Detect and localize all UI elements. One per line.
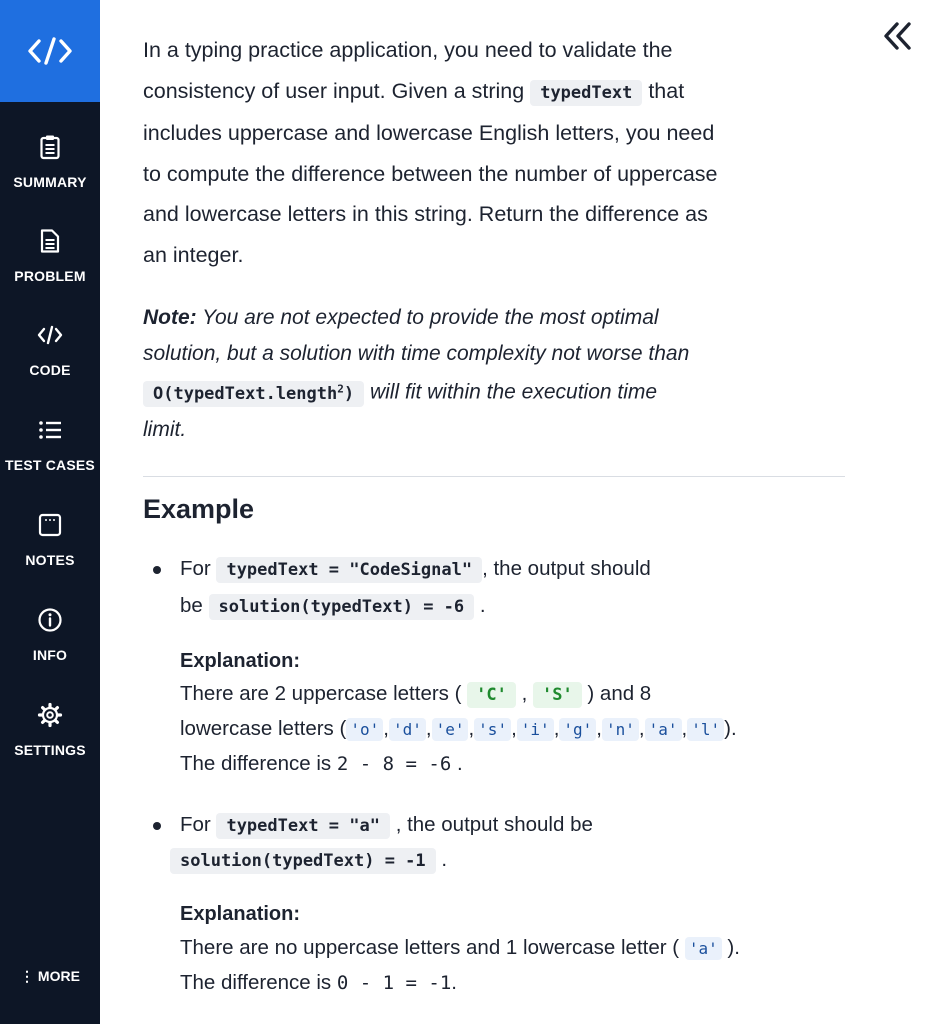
note-line <box>143 371 823 412</box>
code-logo-icon <box>27 36 73 66</box>
example-2-call-line <box>170 848 447 872</box>
desc-line: In a typing practice application, you need to validate the <box>143 38 673 62</box>
lower-letter: 'n' <box>602 718 639 741</box>
lower-letter: 'i' <box>517 718 554 741</box>
document-icon <box>37 228 63 254</box>
lower-letter: 'o' <box>346 718 383 741</box>
lower-letter: 'a' <box>645 718 682 741</box>
output-text: , the output should <box>482 557 651 580</box>
explanation-line: There are 2 uppercase letters ( 'C' , 'S' ) and 8 <box>180 682 651 706</box>
note-text: You are not expected to provide the most optimal <box>202 306 659 329</box>
expl-text: lowercase letters ( <box>180 717 347 740</box>
sidebar-item-label: NOTES <box>25 552 75 568</box>
expl-text: There are 2 uppercase letters ( <box>180 682 462 705</box>
upper-letter: 'C' <box>467 682 516 708</box>
explanation-line <box>180 752 463 776</box>
sidebar-item-test-cases[interactable] <box>0 415 100 495</box>
explanation-line <box>180 936 740 960</box>
sidebar <box>0 0 100 1024</box>
inline-code: typedText = "CodeSignal" <box>216 557 482 583</box>
complexity-code-text: O(typedText.length <box>153 383 338 404</box>
lower-letter: 'e' <box>432 718 469 741</box>
complexity-code-close: ) <box>343 383 355 404</box>
sidebar-item-label: SUMMARY <box>13 174 87 190</box>
lower-letter: 'd' <box>389 718 426 741</box>
lower-letter: 'l' <box>687 718 724 741</box>
sidebar-item-label: CODE <box>29 362 71 378</box>
sidebar-item-summary[interactable] <box>0 132 100 212</box>
desc-line: an integer. <box>143 242 244 267</box>
sidebar-item-settings[interactable] <box>0 700 100 780</box>
inline-code: typedText = "a" <box>216 813 390 839</box>
expl-text: ) and 8 <box>587 682 652 705</box>
explanation-heading: Explanation: <box>180 650 301 672</box>
explanation-line: lowercase letters ( 'o' , 'd' , 'e' , 's' , 'i' , 'g' , 'n' , 'a' , 'l' ). <box>180 717 737 740</box>
sidebar-item-notes[interactable] <box>0 510 100 590</box>
example-heading: Example <box>143 494 255 524</box>
problem-description <box>143 30 843 275</box>
desc-line <box>143 71 843 114</box>
sidebar-item-problem[interactable] <box>0 226 100 306</box>
complexity-note <box>143 300 823 448</box>
desc-text: consistency of user input. Given a string <box>143 78 525 103</box>
collapse-double-chevron-icon[interactable] <box>878 18 918 54</box>
period: . <box>456 752 463 775</box>
expl-text: ). <box>727 936 740 959</box>
desc-line: to compute the difference between the number of uppercase <box>143 161 718 186</box>
sidebar-item-label: INFO <box>32 647 68 663</box>
divider <box>143 476 845 477</box>
lower-letter: 'g' <box>559 718 596 741</box>
clipboard-icon <box>37 134 63 160</box>
upper-letter: 'S' <box>533 682 582 708</box>
example-1-line <box>180 557 651 581</box>
complexity-code <box>143 381 364 407</box>
period: . <box>479 594 486 617</box>
code-logo-button[interactable] <box>0 0 100 102</box>
inline-code: typedText <box>530 80 642 106</box>
note-text: will fit within the execution time <box>369 380 658 404</box>
inline-code: solution(typedText) = -1 <box>170 848 436 874</box>
list-icon <box>37 417 63 443</box>
lower-letter: 'a' <box>685 937 722 960</box>
desc-line: includes uppercase and lowercase English letters, you need <box>143 121 715 145</box>
info-icon <box>37 607 63 633</box>
expl-text: The difference is <box>180 752 332 775</box>
sidebar-item-label: SETTINGS <box>14 742 86 758</box>
note-line: limit. <box>143 418 187 442</box>
bullet <box>153 822 161 830</box>
explanation-line <box>180 971 457 995</box>
diff-expression: 2 - 8 = -6 <box>336 753 452 775</box>
period: . <box>451 971 457 994</box>
for-text: For <box>180 813 211 836</box>
expl-text: The difference is <box>180 971 332 994</box>
note-line <box>143 300 823 336</box>
sidebar-item-code[interactable] <box>0 320 100 400</box>
for-text: For <box>180 557 211 580</box>
sidebar-item-label: TEST CASES <box>5 457 95 473</box>
period: . <box>441 848 448 871</box>
note-label: Note: <box>143 306 197 329</box>
example-1-call-line <box>180 594 486 618</box>
note-icon <box>37 512 63 538</box>
desc-line: and lowercase letters in this string. Return the difference as <box>143 202 708 226</box>
explanation-heading: Explanation: <box>180 903 301 925</box>
gear-icon <box>37 702 63 728</box>
lower-letter: 's' <box>474 718 511 741</box>
diff-expression: 0 - 1 = -1 <box>336 972 452 994</box>
note-line: solution, but a solution with time complexity not worse than <box>143 341 690 365</box>
expl-text: ). <box>724 717 737 740</box>
complexity-exponent: 2 <box>337 382 344 395</box>
example-2-line <box>180 813 593 837</box>
desc-text: that <box>648 78 685 103</box>
bullet <box>153 566 161 574</box>
code-icon <box>37 322 63 348</box>
sidebar-item-label: PROBLEM <box>14 268 86 284</box>
expl-text: There are no uppercase letters and 1 lowercase letter ( <box>180 936 680 959</box>
inline-code: solution(typedText) = -6 <box>209 594 475 620</box>
sidebar-item-info[interactable] <box>0 605 100 685</box>
more-button[interactable]: ⋮ MORE <box>20 968 80 984</box>
output-text: , the output should be <box>395 813 593 836</box>
be-text: be <box>180 594 203 617</box>
